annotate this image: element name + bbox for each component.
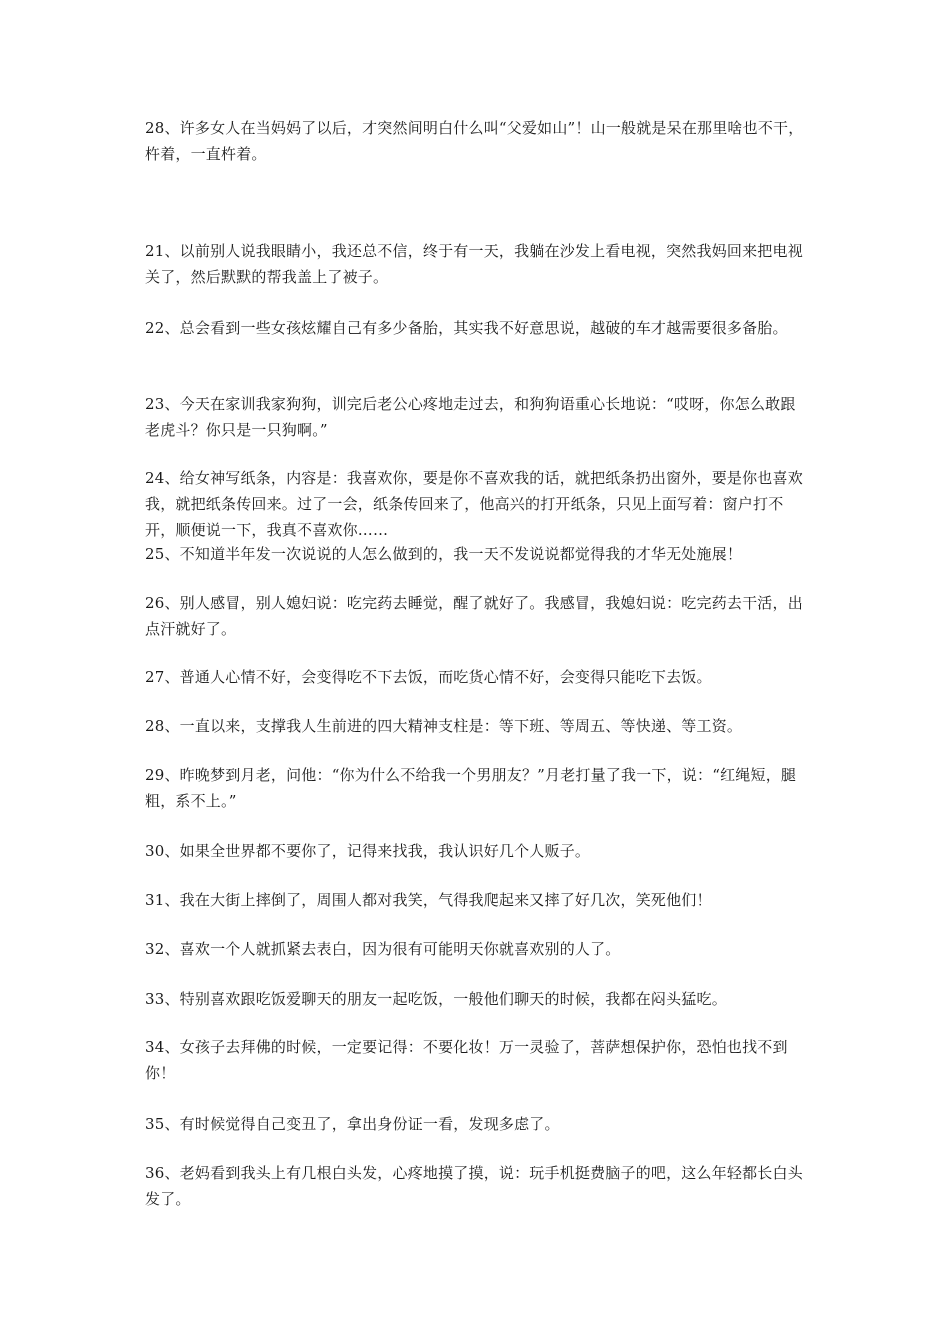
paragraph-21: 21、以前别人说我眼睛小，我还总不信，终于有一天，我躺在沙发上看电视，突然我妈回来把电视关了，然后默默的帮我盖上了被子。	[145, 242, 803, 286]
paragraph-26: 26、别人感冒，别人媳妇说：吃完药去睡觉，醒了就好了。我感冒，我媳妇说：吃完药去干活，出点汗就好了。	[145, 594, 803, 638]
paragraph-30: 30、如果全世界都不要你了，记得来找我，我认识好几个人贩子。	[145, 842, 591, 860]
paragraph-32: 32、喜欢一个人就抓紧去表白，因为很有可能明天你就喜欢别的人了。	[145, 940, 621, 958]
paragraph-29: 29、昨晚梦到月老，问他：“你为什么不给我一个男朋友？”月老打量了我一下，说：“红绳短，腿粗，系不上。”	[145, 766, 797, 810]
paragraph-22: 22、总会看到一些女孩炫耀自己有多少备胎，其实我不好意思说，越破的车才越需要很多备胎。	[145, 319, 788, 337]
paragraph-24: 24、给女神写纸条，内容是：我喜欢你，要是你不喜欢我的话，就把纸条扔出窗外，要是你也喜欢我，就把纸条传回来。过了一会，纸条传回来了，他高兴的打开纸条，只见上面写着：窗户打不开，顺便说一下，我真不喜欢你……	[145, 469, 803, 539]
paragraph-28a: 28、许多女人在当妈妈了以后，才突然间明白什么叫“父爱如山”！山一般就是呆在那里啥也不干，杵着，一直杵着。	[145, 119, 804, 163]
paragraph-36: 36、老妈看到我头上有几根白头发，心疼地摸了摸，说：玩手机挺费脑子的吧，这么年轻都长白头发了。	[145, 1164, 803, 1208]
paragraph-34: 34、女孩子去拜佛的时候，一定要记得：不要化妆！万一灵验了，菩萨想保护你，恐怕也找不到你！	[145, 1038, 788, 1082]
paragraph-25: 25、不知道半年发一次说说的人怎么做到的，我一天不发说说都觉得我的才华无处施展！	[145, 545, 743, 563]
paragraph-33: 33、特别喜欢跟吃饭爱聊天的朋友一起吃饭，一般他们聊天的时候，我都在闷头猛吃。	[145, 990, 727, 1008]
paragraph-23: 23、今天在家训我家狗狗，训完后老公心疼地走过去，和狗狗语重心长地说：“哎呀，你怎么敢跟老虎斗？你只是一只狗啊。”	[145, 395, 796, 439]
paragraph-27: 27、普通人心情不好，会变得吃不下去饭，而吃货心情不好，会变得只能吃下去饭。	[145, 668, 712, 686]
paragraph-31: 31、我在大街上摔倒了，周围人都对我笑，气得我爬起来又摔了好几次，笑死他们！	[145, 891, 712, 909]
paragraph-28b: 28、一直以来，支撑我人生前进的四大精神支柱是：等下班、等周五、等快递、等工资。	[145, 717, 743, 735]
paragraph-35: 35、有时候觉得自己变丑了，拿出身份证一看，发现多虑了。	[145, 1115, 560, 1133]
